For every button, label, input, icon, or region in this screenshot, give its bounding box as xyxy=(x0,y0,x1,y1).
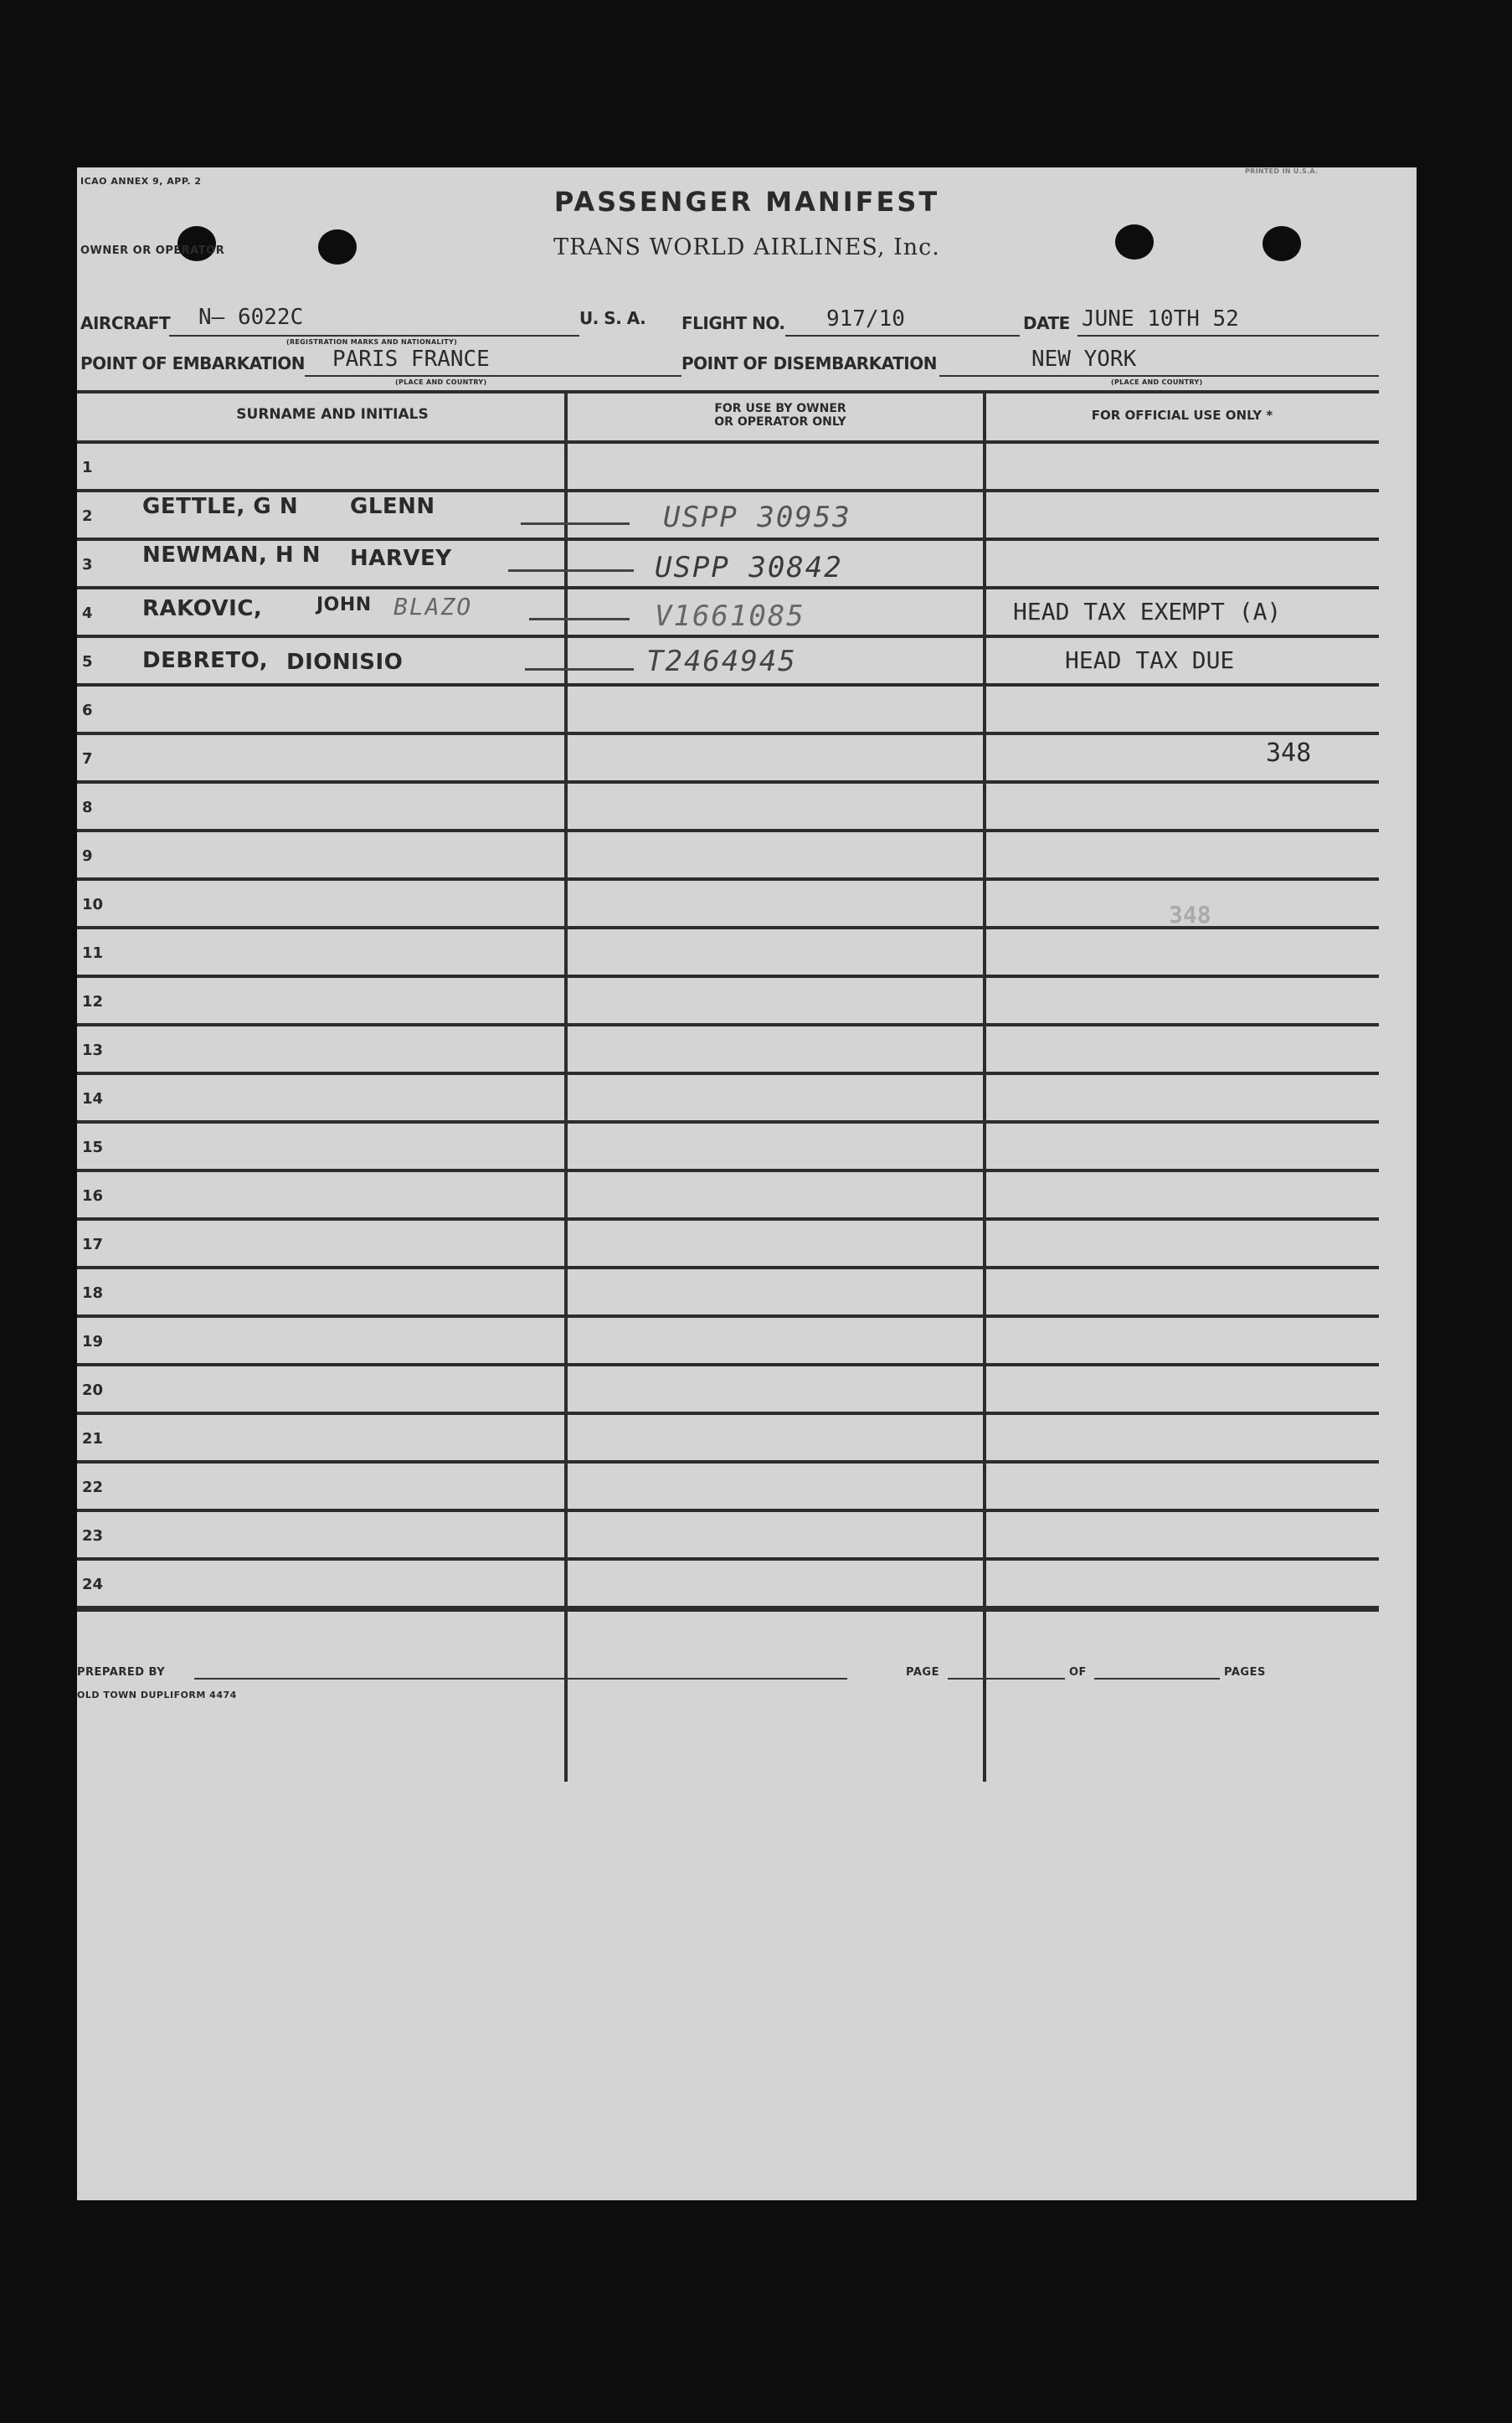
column-header-surname: SURNAME AND INITIALS xyxy=(236,406,429,423)
pages-label: PAGES xyxy=(1224,1666,1266,1679)
hand-arrow xyxy=(529,618,630,620)
column-header-operator-line1: FOR USE BY OWNER xyxy=(714,402,846,415)
disembarkation-label: POINT OF DISEMBARKATION xyxy=(681,353,937,373)
country-label: U. S. A. xyxy=(579,308,646,328)
row-rule xyxy=(77,586,1379,589)
row-rule xyxy=(77,1363,1379,1366)
page-title: PASSENGER MANIFEST xyxy=(553,186,940,218)
row-number: 10 xyxy=(82,896,104,913)
row-number: 1 xyxy=(82,459,93,476)
of-label: OF xyxy=(1069,1666,1087,1679)
handwritten-given-name: BLAZO xyxy=(393,593,473,620)
column-header-official: FOR OFFICIAL USE ONLY * xyxy=(1091,408,1273,423)
row-number: 7 xyxy=(82,750,93,768)
row-rule xyxy=(77,1509,1379,1512)
header-bottom-rule xyxy=(77,440,1379,444)
disembarkation-value: NEW YORK xyxy=(1031,347,1137,372)
row-rule xyxy=(77,635,1379,638)
faint-stamp: 348 xyxy=(1169,901,1211,929)
row-number: 22 xyxy=(82,1479,104,1496)
row-rule xyxy=(77,489,1379,492)
aircraft-underline xyxy=(169,335,579,337)
passenger-surname: GETTLE, G N xyxy=(142,494,299,519)
passport-number: V1661085 xyxy=(655,599,805,633)
owner-label: OWNER OR OPERATOR xyxy=(80,244,225,257)
passenger-surname: NEWMAN, H N xyxy=(142,543,321,568)
row-number: 4 xyxy=(82,604,93,622)
row-number: 6 xyxy=(82,702,93,719)
row-rule xyxy=(77,877,1379,881)
aircraft-label: AIRCRAFT xyxy=(80,313,171,333)
embarkation-underline xyxy=(305,375,681,377)
prepared-by-label: PREPARED BY xyxy=(77,1666,166,1679)
official-note: HEAD TAX DUE xyxy=(1065,646,1235,674)
row-rule xyxy=(77,1460,1379,1464)
row-number: 3 xyxy=(82,556,93,574)
column-header-operator xyxy=(571,402,990,429)
row-rule xyxy=(77,1266,1379,1269)
row-number: 21 xyxy=(82,1430,104,1448)
table-top-rule xyxy=(77,390,1379,394)
passport-number: USPP 30953 xyxy=(663,501,851,534)
disembarkation-underline xyxy=(939,375,1379,377)
row-number: 17 xyxy=(82,1236,104,1253)
column-divider xyxy=(564,392,568,1782)
row-number: 15 xyxy=(82,1139,104,1156)
flight-value: 917/10 xyxy=(826,306,905,332)
passenger-given-name: DIONISIO xyxy=(286,650,404,675)
row-rule xyxy=(77,1557,1379,1561)
passport-number: USPP 30842 xyxy=(655,551,843,584)
row-rule xyxy=(77,780,1379,784)
row-rule xyxy=(77,1072,1379,1075)
registration-note: (REGISTRATION MARKS AND NATIONALITY) xyxy=(286,338,458,346)
row-number: 9 xyxy=(82,847,93,865)
row-rule xyxy=(77,1217,1379,1221)
row-number: 14 xyxy=(82,1090,104,1108)
row-number: 13 xyxy=(82,1042,104,1059)
row-number: 18 xyxy=(82,1284,104,1302)
row-number: 19 xyxy=(82,1333,104,1350)
official-number: 348 xyxy=(1266,738,1312,768)
row-rule xyxy=(77,1120,1379,1124)
column-header-operator-line2: OR OPERATOR ONLY xyxy=(714,415,846,429)
embarkation-label: POINT OF EMBARKATION xyxy=(80,353,306,373)
flight-underline xyxy=(785,335,1020,337)
row-rule xyxy=(77,829,1379,832)
row-rule xyxy=(77,538,1379,541)
page-label: PAGE xyxy=(906,1666,939,1679)
row-rule xyxy=(77,1606,1379,1612)
date-underline xyxy=(1077,335,1379,337)
page-underline xyxy=(948,1678,1065,1680)
aircraft-value: N— 6022C xyxy=(198,305,304,330)
form-footer: OLD TOWN DUPLIFORM 4474 xyxy=(77,1690,237,1700)
column-divider xyxy=(983,392,986,1782)
row-rule xyxy=(77,1023,1379,1026)
row-rule xyxy=(77,975,1379,978)
passenger-given-name: JOHN xyxy=(316,594,372,615)
airline-name: TRANS WORLD AIRLINES, Inc. xyxy=(553,234,940,260)
passenger-surname: RAKOVIC, xyxy=(142,596,263,621)
row-rule xyxy=(77,1314,1379,1318)
of-underline xyxy=(1094,1678,1220,1680)
printed-note: PRINTED IN U.S.A. xyxy=(1245,167,1319,175)
row-number: 23 xyxy=(82,1527,104,1545)
place-country-note: (PLACE AND COUNTRY) xyxy=(395,378,487,386)
prepared-by-underline xyxy=(194,1678,847,1680)
passenger-given-name: HARVEY xyxy=(350,546,452,571)
form-code: ICAO ANNEX 9, APP. 2 xyxy=(80,176,202,187)
row-number: 8 xyxy=(82,799,93,816)
hand-arrow xyxy=(508,569,634,572)
row-number: 20 xyxy=(82,1381,104,1399)
hand-arrow xyxy=(525,668,634,671)
flight-label: FLIGHT NO. xyxy=(681,313,785,333)
passenger-given-name: GLENN xyxy=(350,494,435,519)
hand-arrow xyxy=(521,522,630,525)
official-note: HEAD TAX EXEMPT (A) xyxy=(1013,598,1282,625)
embarkation-value: PARIS FRANCE xyxy=(332,347,490,372)
manifest-sheet xyxy=(77,167,1417,2200)
passenger-surname: DEBRETO, xyxy=(142,648,269,673)
row-rule xyxy=(77,683,1379,687)
row-number: 11 xyxy=(82,944,104,962)
row-number: 24 xyxy=(82,1576,104,1593)
row-rule xyxy=(77,1412,1379,1415)
place-country-note: (PLACE AND COUNTRY) xyxy=(1111,378,1203,386)
row-number: 12 xyxy=(82,993,104,1011)
date-value: JUNE 10TH 52 xyxy=(1082,306,1239,332)
passport-number: T2464945 xyxy=(646,645,797,678)
date-label: DATE xyxy=(1023,313,1070,333)
row-rule xyxy=(77,1169,1379,1172)
row-rule xyxy=(77,732,1379,735)
row-number: 5 xyxy=(82,653,93,671)
row-number: 2 xyxy=(82,507,93,525)
row-number: 16 xyxy=(82,1187,104,1205)
